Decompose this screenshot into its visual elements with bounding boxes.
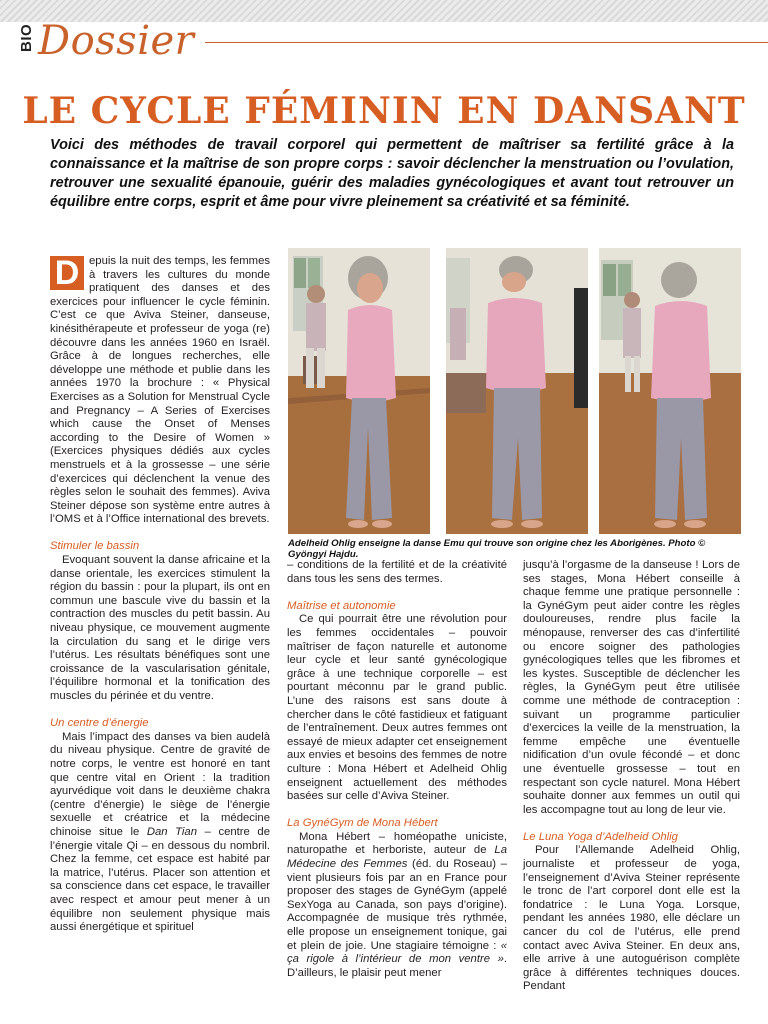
gynegym-paragraph: Mona Hébert – homéopathe uniciste, naturopathe et herboriste, auteur de La Médecine des Femmes (éd. du Roseau) – vient plusieurs fois par an en France pour proposer des stages de GynéGym (appelé SexYoga au Canada, son pays d’origine). Accompagnée de musique très rythmée, elle propose un enseignement tonique, gai et plein de joie. Une stagiaire témoigne : « ça rigole à l’intérieur de mon ventre ». D’ailleurs, le plaisir peut mener (287, 830, 507, 979)
heading-stimuler-bassin: Stimuler le bassin (50, 540, 140, 553)
luna-paragraph: Pour l’Allemande Adelheid Ohlig, journaliste et professeur de yoga, l’enseignement d’Aviva Steiner représente le tronc de l’art corporel dont elle est la fondatrice : le Luna Yoga. Lorsque, pendant les années 1980, elle déclare un cancer du col de l’utérus, elle prend contact avec Aviva Steiner. En deux ans, elle arrive à une autoguérison complète grâce à différentes techniques douces. Pendant (523, 844, 740, 993)
bassin-paragraph: Evoquant souvent la danse africaine et la danse orientale, les exercices stimulent la région du bassin : pour la plupart, ils ont en commun une bascule vive du bassin et la contraction des muscles du petit bassin. Au niveau physique, ce mouvement augmente la circulation du sang et le dirige vers l’utérus. Les résultats bénéfiques sont une croissance de la vascularisation génitale, l’équilibre hormonal et la tonification des muscles du périnée et du ventre. (50, 554, 270, 702)
heading-maitrise-autonomie: Maîtrise et autonomie (287, 599, 396, 612)
autonomie-paragraph: Ce qui pourrait être une révolution pour les femmes occidentales – pouvoir maîtriser de façon naturelle et autonome leur cycle et leur santé gynécologique grâce à une technique corporelle – est pourtant méconnu par le grand public. L’une des raisons est sans doute à chercher dans le côté fastidieux et fatiguant de l’entraînement. Deux autres femmes ont essayé de mieux adapter cet enseignement aux envies et besoins des femmes de notre culture : Mona Hébert et Adelheid Ohlig enseignent actuellement des méthodes basées sur celle d’Aviva Steiner. (287, 613, 507, 803)
bio-tag: BIO (18, 23, 35, 52)
dossier-rubric: Dossier (38, 18, 195, 64)
energie-paragraph: Mais l’impact des danses va bien audelà du niveau physique. Centre de gravité de notre corps, le ventre est honoré en tant que centre vital en Orient : la tradition ayurvédique voit dans le deuxième chakra (centre d’énergie) le siège de l’énergie sexuelle et créatrice et la médecine chinoise situe le Dan Tian – centre de l’énergie vitale Qi – en dessous du nombril. Chez la femme, cet espace est habité par la matrice, l’utérus. Placer son attention et sa conscience dans cet espace, le travailler avec respect et amour peut mener à un équilibre non seulement physique mais aussi énergétique et spirituel (50, 730, 270, 934)
gynegym-continuation-paragraph: jusqu’à l’orgasme de la danseuse ! Lors de ses stages, Mona Hébert conseille à chaque femme une pratique personnelle : la GynéGym peut aider contre les règles douloureuses, rendre plus facile la ménopause, renverser des cas d’infertilité ou encore soigner des pathologies gynécologiques telles que les fibromes et les kystes. Susceptible de déclencher les règles, la GynéGym peut être utilisée comme une méthode de contraception : suivant un programme particulier d’exercices la veille de la menstruation, la femme empêche une éventuelle nidification d’un ovule fécondé – et donc une éventuelle grossesse – tout en respectant son cycle naturel. Mona Hébert souhaite donner aux femmes un outil qui les accompagne tout au long de leur vie. (523, 559, 740, 816)
photo-1 (288, 248, 430, 534)
photo-3 (599, 248, 741, 534)
drop-cap: D (50, 256, 84, 290)
column-2 (287, 559, 507, 980)
rubric-rule (205, 42, 768, 43)
photo-2 (446, 248, 588, 534)
column-3 (523, 559, 740, 994)
column-1 (50, 255, 270, 935)
photo-caption: Adelheid Ohlig enseigne la danse Emu qui trouve son origine chez les Aborigènes. Photo © Gyöngyi Hajdu. (288, 538, 706, 560)
heading-luna-yoga: Le Luna Yoga d’Adelheid Ohlig (523, 830, 678, 843)
heading-gynegym: La GynéGym de Mona Hébert (287, 817, 438, 830)
article-lead: Voici des méthodes de travail corporel qui permettent de maîtriser sa fertilité grâce à la connaissance et la maîtrise de son propre corps : savoir déclencher la menstruation ou l’ovulation, retrouver une sexualité épanouie, guérir des maladies gynécologiques et avant tout retrouver un équilibre entre corps, esprit et âme pour vivre pleinement sa créativité et sa féminité. (50, 137, 734, 210)
heading-centre-energie: Un centre d’énergie (50, 717, 149, 730)
intro-paragraph (50, 255, 270, 527)
article-title: LE CYCLE FÉMININ EN DANSANT (22, 90, 746, 132)
intro-text: epuis la nuit des temps, les femmes à travers les cultures du monde pratiquent des danses et des exercices pour influencer le cycle féminin. C’est ce que Aviva Steiner, danseuse, kinésithérapeute et professeur de yoga (re) découvre dans les années 1960 en Israël. Grâce à de longues recherches, elle développe une méthode et publie dans les années 1970 la brochure : « Physical Exercises as a Solution for Menstrual Cycle and Pregnancy – A Series of Exercises which cause the Onset of Menses according to the Desire of Women » (Exercices physiques dédiés aux cycles menstruels et à la grossesse – une série d’exercices qui déclenchent la venue des règles selon le souhait des femmes). Aviva Steiner dépose son système entre autres à l’OMS et à l’Office international des brevets. (50, 255, 270, 526)
continuation-paragraph: – conditions de la fertilité et de la créativité dans tous les sens des termes. (287, 559, 507, 585)
